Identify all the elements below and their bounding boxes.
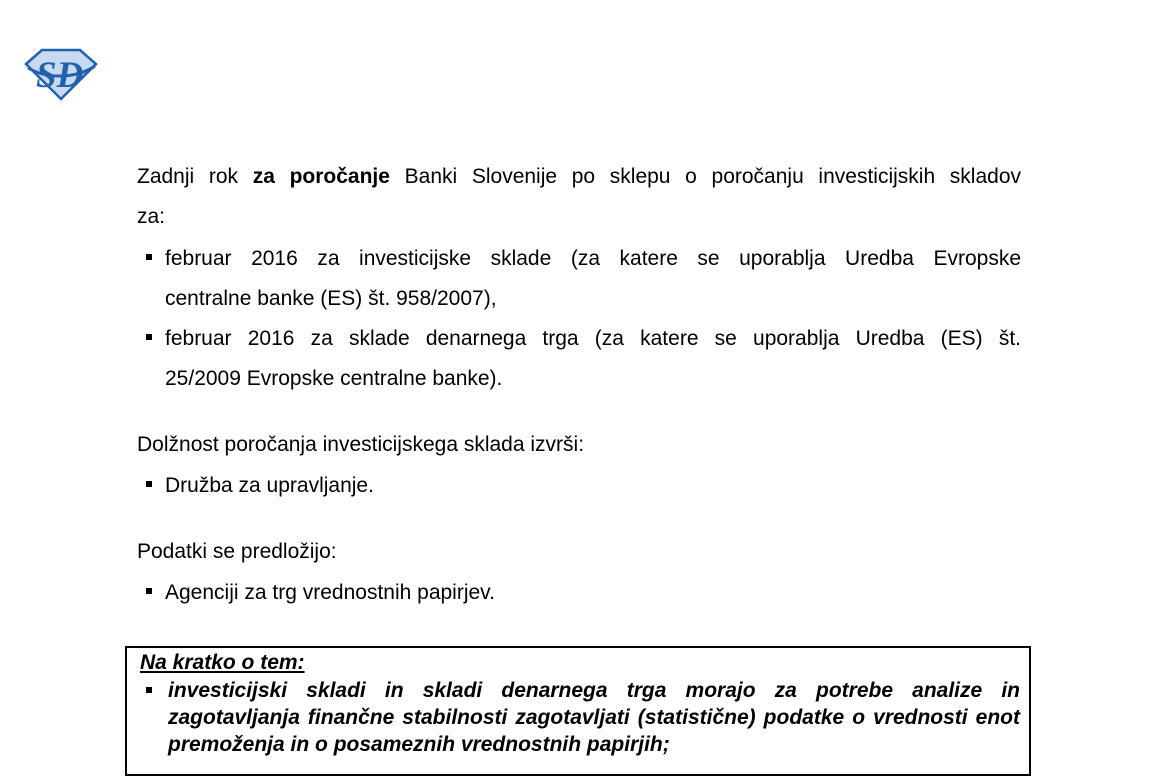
- bullet-square-icon: [146, 334, 152, 340]
- deadline-bullet-1-line-2: centralne banke (ES) št. 958/2007),: [165, 287, 497, 310]
- deadline-bullet-2-line-2: 25/2009 Evropske centralne banke).: [165, 367, 503, 390]
- sd-logo-letters: SD: [36, 55, 84, 96]
- bullet-square-icon: [146, 687, 152, 693]
- summary-box-bullet-line-1: investicijski skladi in skladi denarnega trga morajo za potrebe analize in: [168, 679, 1020, 702]
- summary-box-title: Na kratko o tem:: [140, 651, 305, 674]
- bullet-square-icon: [146, 254, 152, 260]
- intro-line-1-pre: Zadnji rok: [137, 165, 239, 188]
- duty-bullet: Družba za upravljanje.: [165, 474, 374, 497]
- duty-heading: Dolžnost poročanja investicijskega sklada izvrši:: [137, 433, 585, 456]
- bullet-square-icon: [146, 588, 152, 594]
- summary-box-bullet-line-3: premoženja in o posameznih vrednostnih papirjih;: [168, 733, 670, 756]
- summary-box-bullet-line-2: zagotavljanja finančne stabilnosti zagotavljati (statistične) podatke o vrednosti enot: [168, 706, 1020, 729]
- intro-line-1: [137, 164, 1021, 189]
- bullet-square-icon: [146, 481, 152, 487]
- deadline-bullet-2-line-1: februar 2016 za sklade denarnega trga (za katere se uporablja Uredba (ES) št.: [165, 327, 1021, 350]
- deadline-bullet-1-line-1: februar 2016 za investicijske sklade (za katere se uporablja Uredba Evropske: [165, 247, 1021, 270]
- intro-line-2: za:: [137, 205, 166, 228]
- sd-logo: [23, 46, 99, 103]
- sd-logo-icon: [23, 46, 99, 103]
- intro-line-1-bold: za poročanje: [252, 165, 390, 188]
- intro-line-1-post: Banki Slovenije po sklepu o poročanju investicijskih skladov: [404, 165, 1021, 188]
- submission-heading: Podatki se predložijo:: [137, 540, 337, 563]
- submission-bullet: Agenciji za trg vrednostnih papirjev.: [165, 581, 495, 604]
